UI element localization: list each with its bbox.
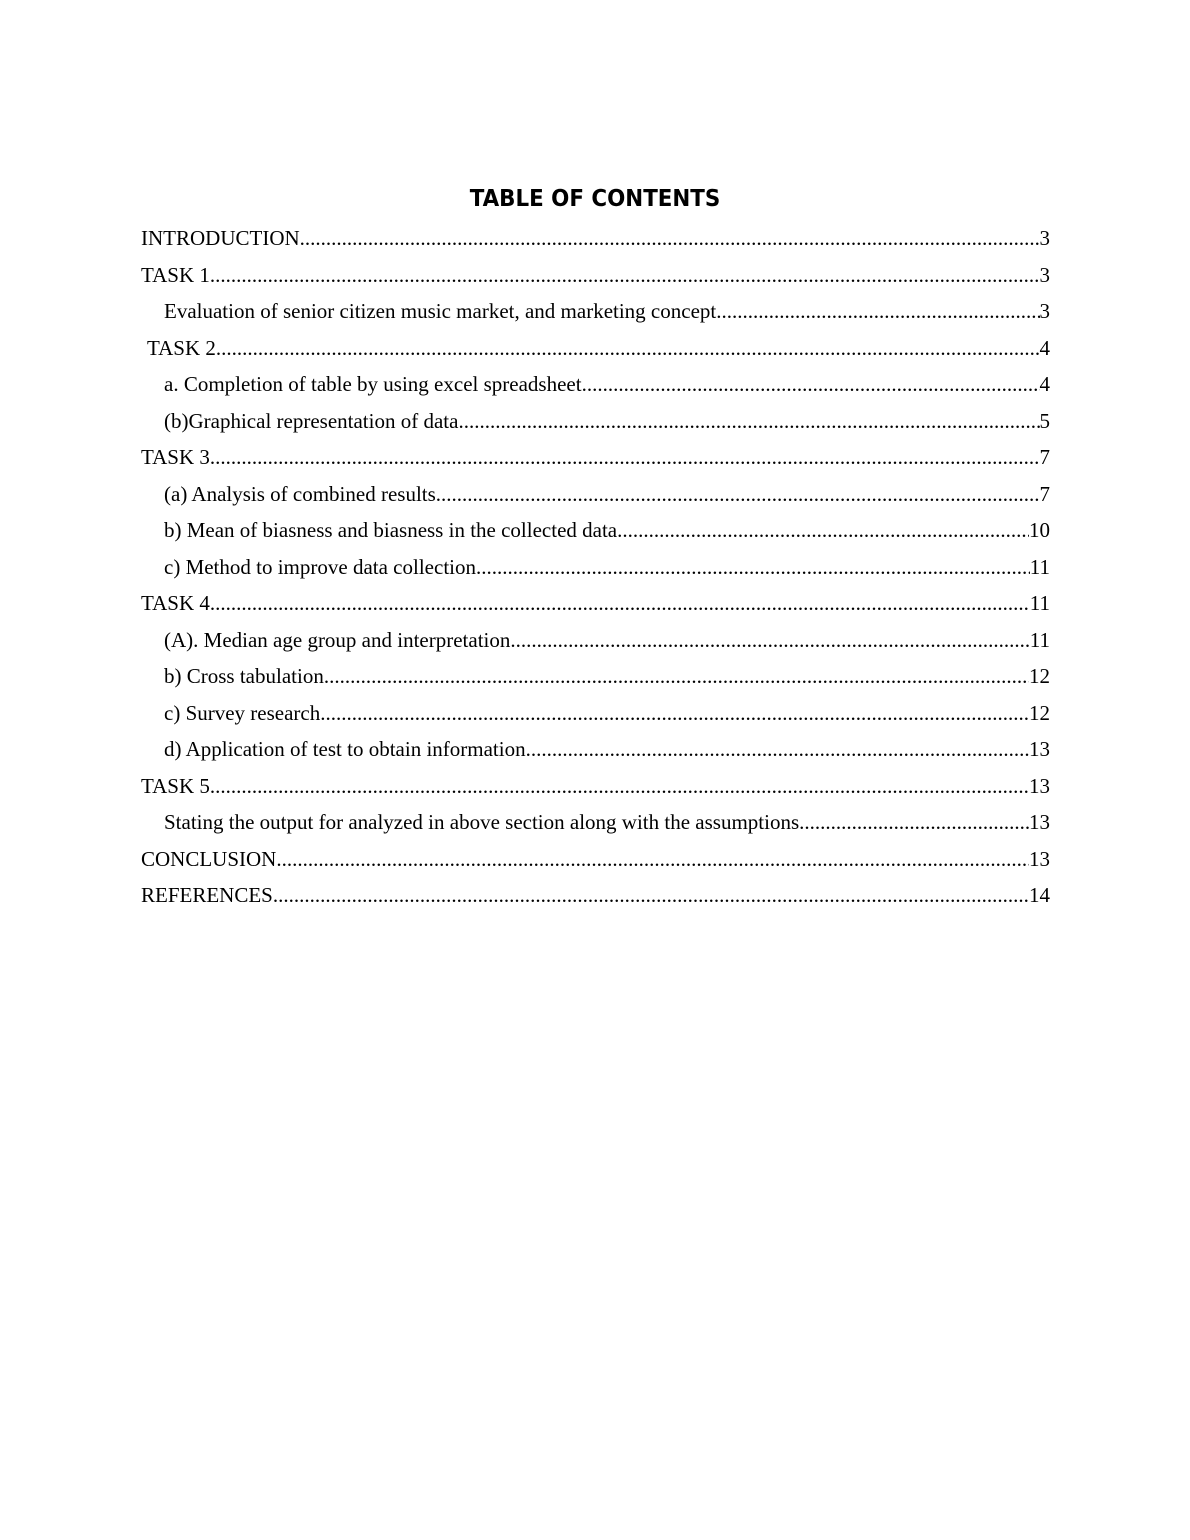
toc-entry-label: TASK 4 bbox=[141, 591, 210, 615]
toc-entry-task-4[interactable] bbox=[141, 585, 1050, 622]
toc-entry-combined-results[interactable] bbox=[141, 476, 1050, 513]
toc-page-number: 13 bbox=[1029, 773, 1050, 798]
toc-page-number: 11 bbox=[1029, 554, 1050, 579]
toc-heading: TABLE OF CONTENTS bbox=[469, 186, 721, 212]
dot-leader bbox=[510, 622, 1029, 659]
dot-leader bbox=[320, 695, 1029, 732]
dot-leader bbox=[716, 293, 1039, 330]
toc-entry-label: (a) Analysis of combined results bbox=[164, 481, 436, 506]
toc-page-number: 13 bbox=[1029, 737, 1050, 761]
dot-leader bbox=[458, 403, 1039, 440]
toc-entry-label: CONCLUSION bbox=[141, 846, 277, 871]
toc-entry-label: (b)Graphical representation of data bbox=[164, 408, 459, 433]
toc-entry-label: TASK 5 bbox=[141, 773, 210, 798]
toc-page-number: 5 bbox=[1039, 408, 1050, 433]
toc-entry-senior-citizen-market[interactable] bbox=[141, 293, 1050, 330]
toc-entry-label: a. Completion of table by using excel spreadsheet bbox=[164, 372, 582, 396]
dot-leader bbox=[273, 877, 1029, 914]
toc-entry-label: Evaluation of senior citizen music market, and marketing concept bbox=[164, 299, 717, 323]
toc-entry-graphical-representation[interactable] bbox=[141, 403, 1050, 440]
dot-leader bbox=[276, 841, 1029, 878]
toc-entry-task-2[interactable] bbox=[141, 330, 1050, 367]
toc-entry-task-1[interactable] bbox=[141, 257, 1050, 294]
toc-entry-improve-data-collection[interactable] bbox=[141, 549, 1050, 586]
toc-entry-excel-table[interactable] bbox=[141, 366, 1050, 403]
dot-leader bbox=[526, 731, 1029, 768]
toc-page-number: 13 bbox=[1029, 846, 1050, 871]
toc-entry-label: c) Survey research bbox=[164, 700, 321, 725]
toc-page-number: 13 bbox=[1029, 810, 1050, 834]
toc-entry-task-5[interactable] bbox=[141, 768, 1050, 805]
dot-leader bbox=[300, 220, 1040, 257]
toc-entry-survey-research[interactable] bbox=[141, 695, 1050, 732]
toc-entry-label: b) Cross tabulation bbox=[164, 664, 324, 688]
dot-leader bbox=[324, 658, 1029, 695]
toc-page-number: 11 bbox=[1029, 591, 1050, 615]
dot-leader bbox=[582, 366, 1040, 403]
toc-entry-label: TASK 3 bbox=[141, 445, 210, 469]
toc-page-number: 7 bbox=[1039, 445, 1050, 469]
toc-page-number: 12 bbox=[1029, 700, 1050, 725]
toc-entry-label: TASK 1 bbox=[141, 262, 210, 287]
toc-page-number: 4 bbox=[1039, 372, 1050, 396]
dot-leader bbox=[617, 512, 1029, 549]
toc-page-number: 7 bbox=[1039, 481, 1050, 506]
toc-page-number: 4 bbox=[1039, 335, 1050, 360]
toc-entry-stating-output[interactable] bbox=[141, 804, 1050, 841]
toc-page-number: 10 bbox=[1029, 518, 1050, 542]
toc-page-number: 14 bbox=[1029, 883, 1050, 907]
toc-entry-label: Stating the output for analyzed in above section along with the assumptions bbox=[164, 810, 800, 834]
dot-leader bbox=[799, 804, 1029, 841]
toc-entry-median-age-group[interactable] bbox=[141, 622, 1050, 659]
toc-entry-label: d) Application of test to obtain information bbox=[164, 737, 526, 761]
toc-entry-conclusion[interactable] bbox=[141, 841, 1050, 878]
toc-page-number: 3 bbox=[1039, 262, 1050, 287]
toc-entry-application-of-test[interactable] bbox=[141, 731, 1050, 768]
toc-list bbox=[141, 220, 1050, 914]
toc-page-number: 12 bbox=[1029, 664, 1050, 688]
dot-leader bbox=[436, 476, 1040, 513]
toc-entry-label: c) Method to improve data collection bbox=[164, 554, 476, 579]
toc-entry-label: REFERENCES bbox=[141, 883, 273, 907]
dot-leader bbox=[210, 585, 1030, 622]
toc-page-number: 3 bbox=[1039, 299, 1050, 323]
toc-page-number: 11 bbox=[1029, 627, 1050, 652]
toc-entry-label: INTRODUCTION bbox=[141, 226, 300, 250]
dot-leader bbox=[476, 549, 1030, 586]
toc-entry-label: b) Mean of biasness and biasness in the collected data bbox=[164, 518, 618, 542]
dot-leader bbox=[210, 439, 1040, 476]
toc-entry-introduction[interactable] bbox=[141, 220, 1050, 257]
toc-entry-label: (A). Median age group and interpretation bbox=[164, 627, 511, 652]
toc-entry-label: TASK 2 bbox=[147, 335, 216, 360]
dot-leader bbox=[210, 768, 1029, 805]
toc-entry-references[interactable] bbox=[141, 877, 1050, 914]
toc-entry-biasness[interactable] bbox=[141, 512, 1050, 549]
toc-page-number: 3 bbox=[1039, 226, 1050, 250]
toc-entry-cross-tabulation[interactable] bbox=[141, 658, 1050, 695]
dot-leader bbox=[210, 257, 1040, 294]
dot-leader bbox=[216, 330, 1040, 367]
toc-entry-task-3[interactable] bbox=[141, 439, 1050, 476]
